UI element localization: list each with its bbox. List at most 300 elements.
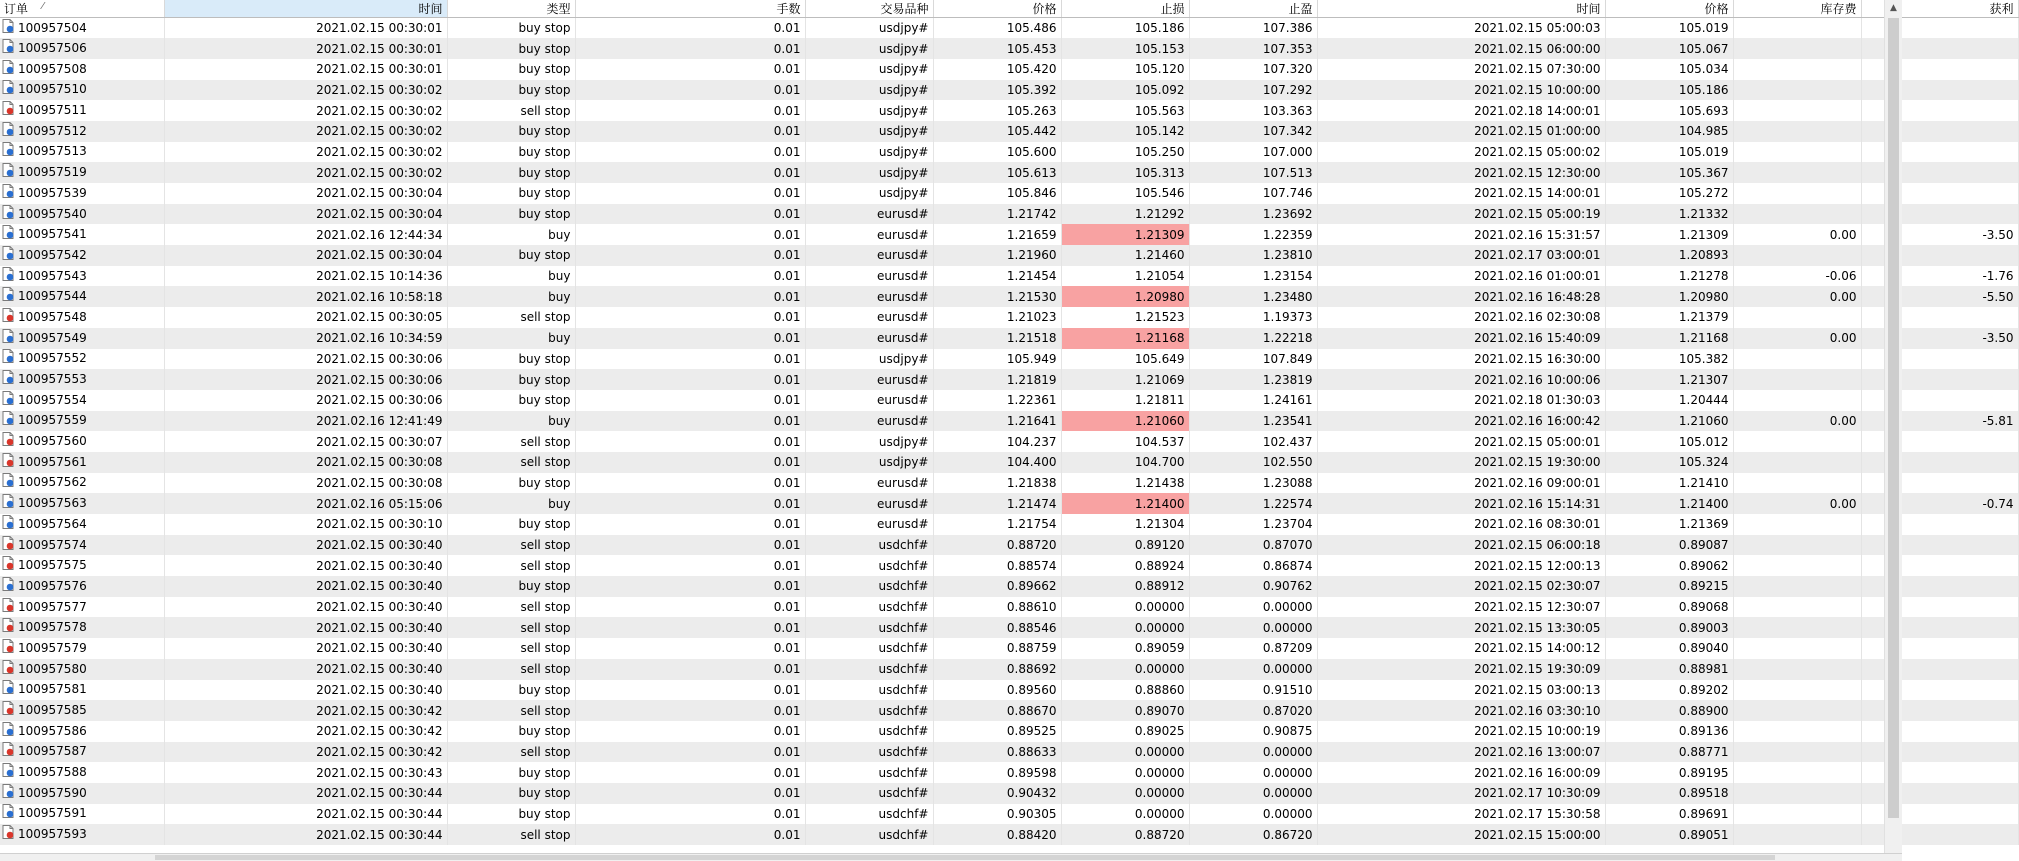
order-number: 100957585 — [18, 703, 87, 718]
cell-swap: -0.06 — [1733, 266, 1861, 287]
cell-take-profit: 0.87020 — [1189, 700, 1317, 721]
cell-profit: -1.76 — [1861, 266, 2018, 287]
table-row[interactable] — [0, 369, 2018, 390]
cell-type: buy stop — [447, 576, 575, 597]
cell-open-time: 2021.02.16 10:58:18 — [164, 286, 447, 307]
col-header-stop-loss[interactable]: 止损 — [1061, 0, 1189, 18]
cell-open-price: 1.21530 — [933, 286, 1061, 307]
col-header-close-time[interactable]: 时间 — [1317, 0, 1605, 18]
table-row[interactable] — [0, 742, 2018, 763]
cell-stop-loss: 105.186 — [1061, 18, 1189, 39]
table-row[interactable] — [0, 452, 2018, 473]
col-header-type[interactable]: 类型 — [447, 0, 575, 18]
order-number: 100957504 — [18, 20, 87, 35]
cell-open-price: 104.237 — [933, 431, 1061, 452]
buy-order-icon — [2, 411, 14, 428]
cell-take-profit: 1.24161 — [1189, 390, 1317, 411]
col-header-swap[interactable]: 库存费 — [1733, 0, 1861, 18]
cell-type: buy stop — [447, 473, 575, 494]
cell-volume: 0.01 — [575, 142, 805, 163]
cell-open-time: 2021.02.15 00:30:43 — [164, 762, 447, 783]
table-row[interactable] — [0, 659, 2018, 680]
cell-symbol: usdchf# — [805, 742, 933, 763]
cell-profit: -3.50 — [1861, 224, 2018, 245]
sell-order-icon — [2, 598, 14, 615]
buy-order-icon — [2, 19, 14, 36]
order-number: 100957591 — [18, 806, 87, 821]
cell-volume: 0.01 — [575, 369, 805, 390]
cell-open-time: 2021.02.15 00:30:40 — [164, 576, 447, 597]
cell-open-time: 2021.02.16 05:15:06 — [164, 493, 447, 514]
cell-open-price: 1.21454 — [933, 266, 1061, 287]
table-row[interactable] — [0, 411, 2018, 432]
scroll-up-arrow-icon[interactable]: ▲ — [1890, 3, 1897, 13]
table-row[interactable] — [0, 783, 2018, 804]
cell-stop-loss: 1.21438 — [1061, 473, 1189, 494]
cell-order — [0, 783, 164, 804]
table-row[interactable] — [0, 473, 2018, 494]
cell-profit: -0.74 — [1861, 493, 2018, 514]
cell-order — [0, 638, 164, 659]
table-row[interactable] — [0, 535, 2018, 556]
cell-close-price: 104.985 — [1605, 121, 1733, 142]
cell-type: sell stop — [447, 742, 575, 763]
table-row[interactable] — [0, 204, 2018, 225]
table-row[interactable] — [0, 493, 2018, 514]
cell-symbol: eurusd# — [805, 204, 933, 225]
cell-open-price: 1.21742 — [933, 204, 1061, 225]
order-number: 100957542 — [18, 247, 87, 262]
cell-symbol: usdjpy# — [805, 349, 933, 370]
cell-take-profit: 1.22359 — [1189, 224, 1317, 245]
table-row[interactable] — [0, 80, 2018, 101]
cell-symbol: usdjpy# — [805, 431, 933, 452]
cell-type: sell stop — [447, 700, 575, 721]
cell-symbol: eurusd# — [805, 245, 933, 266]
cell-close-price: 105.324 — [1605, 452, 1733, 473]
buy-order-icon — [2, 287, 14, 304]
cell-stop-loss: 1.21060 — [1061, 411, 1189, 432]
table-row[interactable] — [0, 762, 2018, 783]
cell-stop-loss: 0.88720 — [1061, 824, 1189, 845]
buy-order-icon — [2, 142, 14, 159]
table-row[interactable] — [0, 162, 2018, 183]
buy-order-icon — [2, 473, 14, 490]
cell-type: buy stop — [447, 183, 575, 204]
cell-swap — [1733, 514, 1861, 535]
cell-order — [0, 680, 164, 701]
sell-order-icon — [2, 639, 14, 656]
cell-type: buy — [447, 328, 575, 349]
table-row[interactable] — [0, 576, 2018, 597]
cell-open-time: 2021.02.15 00:30:40 — [164, 680, 447, 701]
cell-stop-loss: 1.21054 — [1061, 266, 1189, 287]
cell-symbol: eurusd# — [805, 266, 933, 287]
cell-type: sell stop — [447, 100, 575, 121]
cell-symbol: usdjpy# — [805, 80, 933, 101]
table-row[interactable] — [0, 700, 2018, 721]
cell-close-time: 2021.02.15 07:30:00 — [1317, 59, 1605, 80]
cell-type: buy stop — [447, 162, 575, 183]
cell-stop-loss: 105.546 — [1061, 183, 1189, 204]
cell-symbol: usdchf# — [805, 824, 933, 845]
order-number: 100957519 — [18, 165, 87, 180]
cell-stop-loss: 104.537 — [1061, 431, 1189, 452]
cell-swap — [1733, 59, 1861, 80]
cell-stop-loss: 1.21400 — [1061, 493, 1189, 514]
cell-close-price: 1.21379 — [1605, 307, 1733, 328]
horizontal-scrollbar[interactable] — [0, 853, 1902, 861]
cell-open-price: 0.90432 — [933, 783, 1061, 804]
cell-stop-loss: 1.21811 — [1061, 390, 1189, 411]
table-row[interactable] — [0, 680, 2018, 701]
buy-order-icon — [2, 163, 14, 180]
sell-order-icon — [2, 536, 14, 553]
cell-swap — [1733, 162, 1861, 183]
buy-order-icon — [2, 60, 14, 77]
table-row[interactable] — [0, 142, 2018, 163]
table-row[interactable] — [0, 245, 2018, 266]
cell-volume: 0.01 — [575, 680, 805, 701]
table-row[interactable] — [0, 100, 2018, 121]
cell-swap — [1733, 659, 1861, 680]
cell-order — [0, 700, 164, 721]
order-number: 100957539 — [18, 185, 87, 200]
cell-order — [0, 100, 164, 121]
cell-take-profit: 0.00000 — [1189, 617, 1317, 638]
cell-type: buy stop — [447, 59, 575, 80]
cell-swap — [1733, 18, 1861, 39]
cell-close-price: 1.21307 — [1605, 369, 1733, 390]
cell-close-price: 1.21369 — [1605, 514, 1733, 535]
cell-type: sell stop — [447, 307, 575, 328]
cell-stop-loss: 0.88912 — [1061, 576, 1189, 597]
cell-take-profit: 0.00000 — [1189, 804, 1317, 825]
cell-open-price: 1.21819 — [933, 369, 1061, 390]
sell-order-icon — [2, 453, 14, 470]
cell-take-profit: 102.437 — [1189, 431, 1317, 452]
buy-order-icon — [2, 494, 14, 511]
cell-volume: 0.01 — [575, 473, 805, 494]
cell-open-price: 105.420 — [933, 59, 1061, 80]
col-header-profit[interactable]: 获利 — [1861, 0, 2018, 18]
cell-swap — [1733, 762, 1861, 783]
cell-stop-loss: 105.153 — [1061, 38, 1189, 59]
cell-take-profit: 0.91510 — [1189, 680, 1317, 701]
cell-open-price: 1.21754 — [933, 514, 1061, 535]
table-row[interactable] — [0, 38, 2018, 59]
order-number: 100957575 — [18, 558, 87, 573]
vertical-scrollbar[interactable] — [1884, 0, 1902, 853]
cell-take-profit: 0.00000 — [1189, 597, 1317, 618]
order-number: 100957544 — [18, 289, 87, 304]
vertical-scroll-thumb[interactable] — [1888, 18, 1899, 818]
table-row[interactable] — [0, 638, 2018, 659]
table-row[interactable] — [0, 390, 2018, 411]
cell-order — [0, 121, 164, 142]
col-header-open-time[interactable]: 时间 — [164, 0, 447, 18]
table-row[interactable] — [0, 266, 2018, 287]
cell-order — [0, 390, 164, 411]
cell-take-profit: 107.386 — [1189, 18, 1317, 39]
table-row[interactable] — [0, 721, 2018, 742]
cell-volume: 0.01 — [575, 183, 805, 204]
cell-symbol: eurusd# — [805, 224, 933, 245]
cell-symbol: usdjpy# — [805, 38, 933, 59]
cell-swap — [1733, 142, 1861, 163]
buy-order-icon — [2, 515, 14, 532]
cell-close-time: 2021.02.16 16:00:42 — [1317, 411, 1605, 432]
cell-open-time: 2021.02.15 00:30:44 — [164, 824, 447, 845]
cell-close-time: 2021.02.15 12:30:07 — [1317, 597, 1605, 618]
cell-stop-loss: 0.00000 — [1061, 597, 1189, 618]
cell-type: sell stop — [447, 617, 575, 638]
cell-close-price: 105.019 — [1605, 142, 1733, 163]
cell-volume: 0.01 — [575, 535, 805, 556]
cell-symbol: eurusd# — [805, 307, 933, 328]
cell-close-time: 2021.02.16 15:14:31 — [1317, 493, 1605, 514]
cell-open-time: 2021.02.15 00:30:42 — [164, 742, 447, 763]
cell-type: buy stop — [447, 783, 575, 804]
cell-order — [0, 266, 164, 287]
table-row[interactable] — [0, 824, 2018, 845]
order-number: 100957506 — [18, 41, 87, 56]
cell-symbol: usdchf# — [805, 700, 933, 721]
col-header-open-price[interactable]: 价格 — [933, 0, 1061, 18]
cell-close-time: 2021.02.17 10:30:09 — [1317, 783, 1605, 804]
cell-order — [0, 473, 164, 494]
table-row[interactable] — [0, 514, 2018, 535]
cell-symbol: eurusd# — [805, 493, 933, 514]
cell-stop-loss: 1.21460 — [1061, 245, 1189, 266]
order-number: 100957593 — [18, 827, 87, 842]
cell-close-time: 2021.02.16 03:30:10 — [1317, 700, 1605, 721]
cell-type: buy stop — [447, 349, 575, 370]
cell-volume: 0.01 — [575, 411, 805, 432]
cell-volume: 0.01 — [575, 617, 805, 638]
cell-volume: 0.01 — [575, 824, 805, 845]
cell-open-time: 2021.02.15 00:30:10 — [164, 514, 447, 535]
cell-take-profit: 102.550 — [1189, 452, 1317, 473]
cell-type: buy — [447, 411, 575, 432]
cell-open-time: 2021.02.15 00:30:04 — [164, 204, 447, 225]
cell-open-time: 2021.02.15 00:30:07 — [164, 431, 447, 452]
col-header-take-profit[interactable]: 止盈 — [1189, 0, 1317, 18]
cell-swap — [1733, 369, 1861, 390]
table-row[interactable] — [0, 804, 2018, 825]
cell-symbol: usdchf# — [805, 762, 933, 783]
buy-order-icon — [2, 784, 14, 801]
buy-order-icon — [2, 205, 14, 222]
cell-swap — [1733, 555, 1861, 576]
cell-open-price: 1.21838 — [933, 473, 1061, 494]
cell-order — [0, 514, 164, 535]
cell-close-time: 2021.02.17 03:00:01 — [1317, 245, 1605, 266]
cell-type: buy — [447, 286, 575, 307]
cell-volume: 0.01 — [575, 100, 805, 121]
cell-volume: 0.01 — [575, 162, 805, 183]
buy-order-icon — [2, 39, 14, 56]
cell-take-profit: 1.23819 — [1189, 369, 1317, 390]
cell-stop-loss: 0.00000 — [1061, 783, 1189, 804]
cell-type: buy — [447, 493, 575, 514]
cell-stop-loss: 1.21304 — [1061, 514, 1189, 535]
cell-close-time: 2021.02.15 01:00:00 — [1317, 121, 1605, 142]
cell-type: buy stop — [447, 804, 575, 825]
cell-stop-loss: 1.21168 — [1061, 328, 1189, 349]
cell-swap — [1733, 38, 1861, 59]
cell-open-price: 1.21023 — [933, 307, 1061, 328]
table-row[interactable] — [0, 18, 2018, 39]
cell-close-price: 1.20893 — [1605, 245, 1733, 266]
cell-take-profit: 107.353 — [1189, 38, 1317, 59]
table-row[interactable] — [0, 307, 2018, 328]
cell-order — [0, 535, 164, 556]
cell-close-time: 2021.02.15 19:30:09 — [1317, 659, 1605, 680]
table-row[interactable] — [0, 349, 2018, 370]
cell-stop-loss: 105.313 — [1061, 162, 1189, 183]
cell-order — [0, 59, 164, 80]
cell-close-price: 105.186 — [1605, 80, 1733, 101]
col-header-close-price[interactable]: 价格 — [1605, 0, 1733, 18]
cell-open-price: 105.613 — [933, 162, 1061, 183]
cell-volume: 0.01 — [575, 452, 805, 473]
cell-swap — [1733, 80, 1861, 101]
cell-close-time: 2021.02.16 10:00:06 — [1317, 369, 1605, 390]
table-row[interactable] — [0, 597, 2018, 618]
order-number: 100957590 — [18, 785, 87, 800]
cell-symbol: usdjpy# — [805, 162, 933, 183]
cell-close-price: 0.89051 — [1605, 824, 1733, 845]
cell-close-time: 2021.02.15 10:00:00 — [1317, 80, 1605, 101]
col-header-order[interactable]: 订单 ⁄ — [0, 0, 164, 18]
cell-close-price: 0.89215 — [1605, 576, 1733, 597]
table-row[interactable] — [0, 121, 2018, 142]
cell-type: buy — [447, 266, 575, 287]
cell-close-time: 2021.02.16 02:30:08 — [1317, 307, 1605, 328]
cell-swap: 0.00 — [1733, 411, 1861, 432]
cell-open-time: 2021.02.16 10:34:59 — [164, 328, 447, 349]
cell-order — [0, 183, 164, 204]
cell-take-profit: 1.23810 — [1189, 245, 1317, 266]
cell-type: buy stop — [447, 762, 575, 783]
cell-swap — [1733, 535, 1861, 556]
cell-swap — [1733, 700, 1861, 721]
cell-open-time: 2021.02.15 00:30:02 — [164, 80, 447, 101]
col-header-symbol[interactable]: 交易品种 — [805, 0, 933, 18]
cell-close-time: 2021.02.17 15:30:58 — [1317, 804, 1605, 825]
table-row[interactable] — [0, 555, 2018, 576]
table-row[interactable] — [0, 59, 2018, 80]
cell-open-time: 2021.02.15 00:30:40 — [164, 617, 447, 638]
cell-symbol: usdchf# — [805, 721, 933, 742]
cell-open-price: 105.486 — [933, 18, 1061, 39]
table-row[interactable] — [0, 286, 2018, 307]
cell-swap: 0.00 — [1733, 286, 1861, 307]
cell-swap — [1733, 349, 1861, 370]
buy-order-icon — [2, 391, 14, 408]
cell-open-price: 105.600 — [933, 142, 1061, 163]
cell-close-price: 1.20980 — [1605, 286, 1733, 307]
cell-open-time: 2021.02.15 00:30:02 — [164, 100, 447, 121]
col-header-volume[interactable]: 手数 — [575, 0, 805, 18]
table-row[interactable] — [0, 431, 2018, 452]
buy-order-icon — [2, 267, 14, 284]
cell-close-price: 105.034 — [1605, 59, 1733, 80]
table-row[interactable] — [0, 617, 2018, 638]
horizontal-scroll-thumb[interactable] — [155, 855, 1775, 860]
cell-volume: 0.01 — [575, 721, 805, 742]
cell-close-price: 1.21332 — [1605, 204, 1733, 225]
cell-swap — [1733, 431, 1861, 452]
cell-close-time: 2021.02.16 16:00:09 — [1317, 762, 1605, 783]
cell-take-profit: 107.000 — [1189, 142, 1317, 163]
cell-open-time: 2021.02.15 00:30:08 — [164, 452, 447, 473]
cell-open-price: 0.88574 — [933, 555, 1061, 576]
cell-close-price: 0.89062 — [1605, 555, 1733, 576]
cell-close-time: 2021.02.15 15:00:00 — [1317, 824, 1605, 845]
order-number: 100957549 — [18, 330, 87, 345]
order-number: 100957554 — [18, 392, 87, 407]
cell-volume: 0.01 — [575, 80, 805, 101]
cell-swap — [1733, 183, 1861, 204]
cell-close-price: 0.88900 — [1605, 700, 1733, 721]
cell-open-price: 105.453 — [933, 38, 1061, 59]
cell-close-time: 2021.02.15 19:30:00 — [1317, 452, 1605, 473]
cell-open-price: 0.88610 — [933, 597, 1061, 618]
cell-close-price: 0.89040 — [1605, 638, 1733, 659]
cell-type: sell stop — [447, 535, 575, 556]
cell-volume: 0.01 — [575, 286, 805, 307]
cell-type: sell stop — [447, 824, 575, 845]
cell-order — [0, 452, 164, 473]
cell-close-time: 2021.02.15 14:00:12 — [1317, 638, 1605, 659]
sell-order-icon — [2, 618, 14, 635]
table-row[interactable] — [0, 328, 2018, 349]
cell-open-time: 2021.02.16 12:41:49 — [164, 411, 447, 432]
cell-stop-loss: 105.142 — [1061, 121, 1189, 142]
cell-order — [0, 328, 164, 349]
cell-open-price: 105.846 — [933, 183, 1061, 204]
cell-close-time: 2021.02.15 05:00:03 — [1317, 18, 1605, 39]
cell-order — [0, 597, 164, 618]
cell-type: sell stop — [447, 555, 575, 576]
cell-order — [0, 224, 164, 245]
cell-close-time: 2021.02.18 01:30:03 — [1317, 390, 1605, 411]
cell-open-price: 1.21960 — [933, 245, 1061, 266]
order-number: 100957543 — [18, 268, 87, 283]
cell-stop-loss: 0.89025 — [1061, 721, 1189, 742]
cell-take-profit: 1.23704 — [1189, 514, 1317, 535]
order-number: 100957562 — [18, 475, 87, 490]
buy-order-icon — [2, 225, 14, 242]
cell-take-profit: 1.23692 — [1189, 204, 1317, 225]
cell-symbol: usdchf# — [805, 617, 933, 638]
cell-order — [0, 824, 164, 845]
cell-stop-loss: 1.20980 — [1061, 286, 1189, 307]
table-row[interactable] — [0, 224, 2018, 245]
cell-stop-loss: 1.21069 — [1061, 369, 1189, 390]
cell-symbol: usdchf# — [805, 535, 933, 556]
cell-volume: 0.01 — [575, 59, 805, 80]
cell-close-price: 105.367 — [1605, 162, 1733, 183]
cell-order — [0, 307, 164, 328]
cell-type: buy stop — [447, 121, 575, 142]
cell-volume: 0.01 — [575, 659, 805, 680]
cell-stop-loss: 0.00000 — [1061, 659, 1189, 680]
table-row[interactable] — [0, 183, 2018, 204]
cell-volume: 0.01 — [575, 390, 805, 411]
